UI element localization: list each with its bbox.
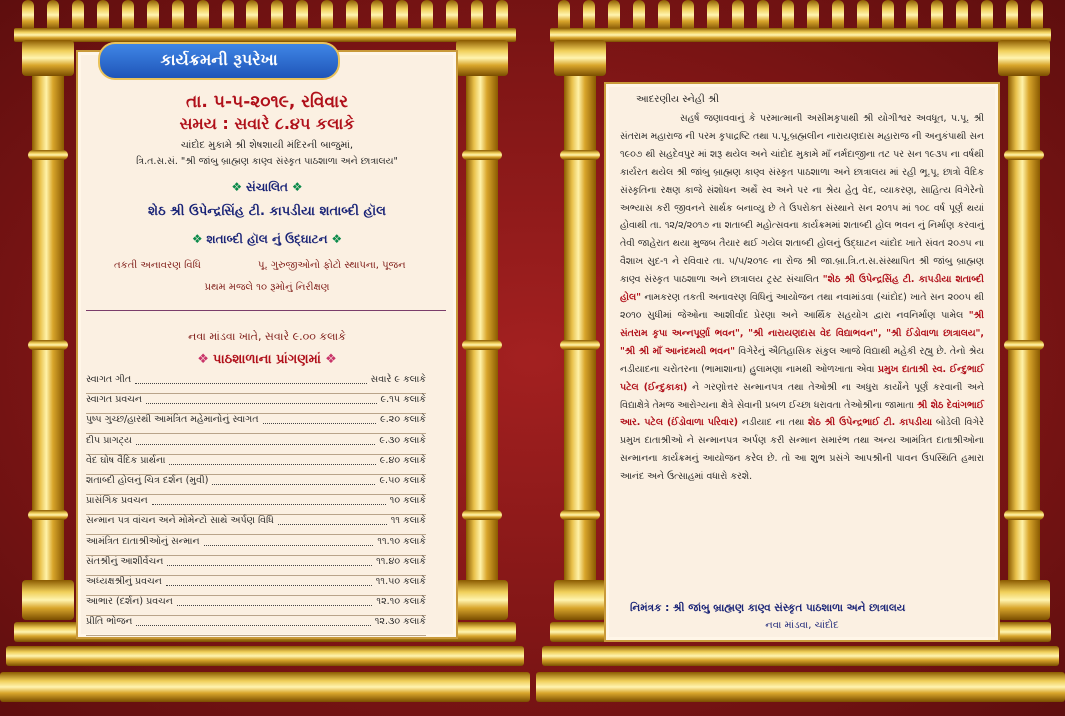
left-crown-ornament	[22, 0, 508, 42]
event-date: તા. ૫-૫-૨૦૧૯, રવિવાર	[185, 92, 348, 112]
dotted-leader	[167, 565, 372, 566]
dotted-leader	[136, 625, 371, 626]
schedule-item-label: પ્રીતિ ભોજન	[86, 616, 133, 628]
bhavan-names-highlight: "શ્રી સંતરામ કૃપા અન્નપૂર્ણા ભવન", "શ્રી નારાયણદાસ વેદ વિદ્યાભવન", "શ્રી ઈંડોવાળા છાત્રાલય", "શ્રી શ્રી માઁ આનંદમયી ભવન"	[620, 309, 984, 357]
right-pillar	[1002, 40, 1046, 620]
schedule-item-time: ૯.૧૫ કલાકે	[380, 394, 426, 406]
schedule-item-label: દીપ પ્રાગટ્ય	[86, 434, 132, 446]
schedule-item-time: ૧૧.૧૦ કલાકે	[377, 535, 426, 547]
dotted-leader	[204, 545, 373, 546]
schedule-item-time: ૧૨.૧૦ કલાકે	[376, 596, 426, 608]
schedule-row	[86, 475, 426, 495]
schedule-item-time: સવારે ૯ કલાકે	[370, 374, 426, 385]
schedule-row	[86, 515, 426, 535]
schedule-row	[86, 374, 426, 394]
left-pillar	[558, 40, 602, 620]
schedule-row	[86, 556, 426, 576]
right-pillar	[460, 40, 504, 620]
ornament-icon: ❖	[191, 232, 203, 246]
schedule-row	[86, 616, 426, 636]
right-content-panel	[604, 82, 1000, 642]
schedule-item-label: શતાબ્દી હોલનું ચિત્ર દર્શન (મુવી)	[86, 475, 209, 486]
dotted-leader	[136, 444, 375, 445]
dotted-leader	[166, 585, 372, 586]
ornament-icon: ❖	[331, 232, 343, 246]
schedule-row	[86, 455, 426, 475]
schedule-item-time: ૯.૫૦ કલાકે	[379, 475, 426, 486]
right-card	[536, 0, 1065, 716]
schedule-item-label: સંતશ્રીનું આશીર્વચન	[86, 555, 164, 567]
floor-inspection: પ્રથમ મજલે ૧૦ રૂમોનું નિરીક્ષણ	[204, 282, 330, 293]
row-rule	[86, 635, 426, 636]
schedule-item-time: ૧૦ કલાકે	[389, 495, 426, 507]
photo-ceremony: પૂ. ગુરુજીઓનો ફોટો સ્થાપના, પૂજન	[258, 260, 406, 271]
donor-upendrabhai-highlight: શેઠ શ્રી ઉપેન્દ્રભાઈ ટી. કાપડીયા	[808, 417, 933, 429]
schedule-row	[86, 414, 426, 434]
inauguration-heading: શતાબ્દી હૉલ નું ઉદ્ઘાટન	[206, 232, 328, 246]
schedule-row	[86, 576, 426, 596]
left-card	[0, 0, 530, 716]
schedule-item-label: સ્વાગત પ્રવચન	[86, 394, 142, 406]
dotted-leader	[146, 403, 377, 404]
schedule-item-label: વેદ ઘોષ વૈદિક પ્રાર્થના	[86, 454, 166, 466]
schedule-item-label: અધ્યક્ષશ્રીનું પ્રવચન	[86, 576, 162, 587]
inviter-line: નિમંત્રક : શ્રી જાંબુ બ્રાહ્મણ કાણ્વ સંસ્કૃત પાઠશાળા અને છાત્રાલય	[630, 602, 906, 614]
schedule-row	[86, 435, 426, 455]
schedule-item-time: ૧૧.૪૦ કલાકે	[376, 555, 426, 567]
donor-devangbhai-highlight: શ્રી શેઠ દેવાંગભાઈ આર. પટેલ (ઈંડોવાળા પરિવાર)	[620, 399, 984, 429]
schedule-item-label: આભાર (દર્શન) પ્રવચન	[86, 596, 173, 608]
dotted-leader	[169, 464, 376, 465]
schedule-item-label: પ્રાસંગિક પ્રવચન	[86, 495, 148, 507]
schedule-row	[86, 495, 426, 515]
schedule-item-time: ૧૧.૫૦ કલાકે	[375, 576, 426, 587]
courtyard-heading: પાઠશાળાના પ્રાંગણમાં	[213, 352, 321, 367]
invitation-letter: સહર્ષ જણાવવાનું કે પરમાત્માની અસીમકૃપાથી શ્રી યોગીશ્વર અવધૂત, પ.પૂ. શ્રી સંતરામ મહારાજ ની પરમ કૃપાદ્રષ્ટિ તથા પ.પૂ.બ્રહ્મલીન નારાયણદાસ મહારાજ ની અનુકંપાથી સન ૧૯૦૭ થી સહદેવપુર માં શરૂ થયેલ અને ચાંદોદ મુકામે માઁ નર્મદાજીના તટ પર સન ૧૯૩૫ ના વર્ષથી કાર્યરત થયેલ શ્રી જાંબુ બ્રાહ્મણ કાણ્વ સંસ્કૃત પાઠશાળા અને છાત્રાલય માં રહી ભૂ.પૂ. છાત્રો વૈદિક સંસ્કૃતિના રક્ષણ કાજે સંશોધન અર્થે સ્વ અને પર ના શ્રેય હેતુ વેદ, વ્યાકરણ, સાહિત્ય વિગેરેનો અભ્યાસ કરી જીવનને સાર્થક બનાવ્યુ છે તે ઉપરોક્ત સંસ્થાને સન ૨૦૧૫ માં ૧૦૮ વર્ષ પૂર્ણ થયાં હોવાથી તા. ૧૨/૨/૨૦૧૭ ના શતાબ્દી મહોત્સવના કાર્યક્રમમાં શતાબ્દી હોલ ભવન નું નિર્માણ કરવાનું તેવી જાહેરાત થયા મુજબ તૈયાર થઈ ગયેલ શતાબ્દી હોલનું ઉદ્ઘાટન ચાંદોદ ખાતે સંવત ૨૦૭૫ ના વૈશાખ સુદ-૧ ને રવિવાર તા. ૫/૫/૨૦૧૯ ના રોજ શ્રી જા.બ્રા.ત્રિ.ત.સ.સંસ્થાપિત શ્રી જાંબુ બ્રાહ્મણ કાણ્વ સંસ્કૃત પાઠશાળા અને છાત્રાલય ટ્રસ્ટ સંચાલિત "શેઠ શ્રી ઉપેન્દ્રસિંહ ટી. કાપડીયા શતાબ્દી હોલ" નામકરણ તકતી અનાવરણ વિધિનું આયોજન તથા નવામાંડવા (ચાંદોદ) ખાતે સન ૨૦૦૫ થી ૨૦૧૦ સુધીમાં જેઓના આશીર્વાદ પ્રેરણા અને આર્થિક સહયોગ દ્વારા નવનિર્માણ પામેલ "શ્રી સંતરામ કૃપા અન્નપૂર્ણા ભવન", "શ્રી નારાયણદાસ વેદ વિદ્યાભવન", "શ્રી ઈંડોવાળા છાત્રાલય", "શ્રી શ્રી માઁ આનંદમયી ભવન" વિગેરેનું ઐતિહાસિક સંકુલ આજે વિદ્યાથી મહેકી રહ્યુ છે. તેનો શ્રેય નડીયાદના ચરોતરના (ભામાશાના) હુલામણા નામથી ઓળખાતા એવા પ્રમુખ દાતાશ્રી સ્વ. ઈન્દુભાઈ પટેલ (ઈન્દુકાકા) ને ગરણોત્તર સન્માનપત્ર તથા તેઓશ્રી ના અધુરા કાર્યોને પૂર્ણ કરવાની અને વિદ્યાક્ષેત્રે તેમજ આરોગ્યના ક્ષેત્રે સેવાની પ્રબળ ઈચ્છા ધરાવતા તેઓશ્રીના જામાતા શ્રી શેઠ દેવાંગભાઈ આર. પટેલ (ઈંડોવાળા પરિવાર) નડીયાદ ના તથા શેઠ શ્રી ઉપેન્દ્રભાઈ ટી. કાપડીયા બોડેલી વિગેરે પ્રમુખ દાતાશ્રીઓ ને સન્માનપત્ર અર્પણ કરી સન્માન સમારંભ તથા અન્ય આમંત્રિત દાતાશ્રીઓના સન્માનના કાર્યક્રમનું આયોજન કરેલ છે. તો આ શુભ પ્રસંગે આપશ્રીની પાવન ઉપસ્થિતિ હમારા આનંદ અને ઉત્સાહમાં વધારો કરશે.	[620, 113, 985, 483]
ornament-icon: ❖	[197, 352, 209, 367]
section-divider	[86, 310, 446, 311]
schedule-item-time: ૧૨.૩૦ કલાકે	[374, 616, 426, 628]
schedule-item-time: ૯.૨૦ કલાકે	[380, 414, 426, 426]
program-outline-banner: કાર્યક્રમની રૂપરેખા	[98, 42, 340, 80]
right-crown-ornament	[558, 0, 1043, 42]
dotted-leader	[177, 605, 372, 606]
hall-name-highlight: "શેઠ શ્રી ઉપેન્દ્રસિંહ ટી. કાપડીયા શતાબ્દી હોલ"	[620, 274, 984, 304]
schedule-item-label: સન્માન પત્ર વાંચન અને મોમેન્ટો સાથે અર્પણ વિધિ	[86, 515, 274, 527]
ornament-icon: ❖	[231, 180, 243, 194]
schedule-row	[86, 536, 426, 556]
plaque-ceremony: તકતી અનાવરણ વિધિ	[114, 260, 201, 271]
ornament-icon: ❖	[325, 352, 337, 367]
nava-mandva-time: નવા માંડવા ખાતે, સવારે ૯.૦૦ કલાકે	[188, 330, 346, 343]
dotted-leader	[135, 383, 367, 384]
salutation: આદરણીય સ્નેહી શ્રી	[636, 94, 719, 105]
chief-donor-highlight: પ્રમુખ દાતાશ્રી સ્વ. ઈન્દુભાઈ પટેલ (ઈન્દુકાકા)	[620, 363, 985, 393]
venue-line-2: ત્રિ.ત.સ.સં. "શ્રી જાંબુ બ્રાહ્મણ કાણ્વ સંસ્કૃત પાઠશાળા અને છાત્રાલય"	[136, 156, 398, 167]
hall-name: શેઠ શ્રી ઉપેન્દ્રસિંહ ટી. કાપડીયા શતાબ્દી હૉલ	[148, 204, 386, 219]
schedule-item-label: પુષ્પ ગુચ્છ/હારથી આમંત્રિત મહેમાનોનું સ્વાગત	[86, 414, 259, 426]
dotted-leader	[152, 504, 386, 505]
dotted-leader	[263, 423, 376, 424]
schedule-item-label: સ્વાગત ગીત	[86, 374, 132, 385]
schedule-item-label: આમંત્રિત દાતાશ્રીઓનું સન્માન	[86, 535, 200, 547]
left-content-panel	[76, 50, 458, 639]
dotted-leader	[212, 484, 375, 485]
dotted-leader	[278, 524, 387, 525]
schedule-row	[86, 394, 426, 414]
sanchalit-heading: સંચાલિત	[245, 180, 288, 194]
schedule-item-time: ૯.૪૦ કલાકે	[379, 454, 426, 466]
ornament-icon: ❖	[291, 180, 303, 194]
venue-line-1: ચાંદોદ મુકામે શ્રી શેષશાયી મંદિરની બાજુમાં,	[180, 140, 354, 151]
inviter-place: નવા માંડવા, ચાંદોદ	[765, 620, 839, 631]
event-time: સમય : સવારે ૮.૪૫ કલાકે	[179, 114, 355, 133]
schedule-item-time: ૯.૩૦ કલાકે	[379, 434, 426, 446]
schedule-row	[86, 596, 426, 616]
left-pillar	[26, 40, 70, 620]
schedule-item-time: ૧૧ કલાકે	[390, 515, 426, 527]
